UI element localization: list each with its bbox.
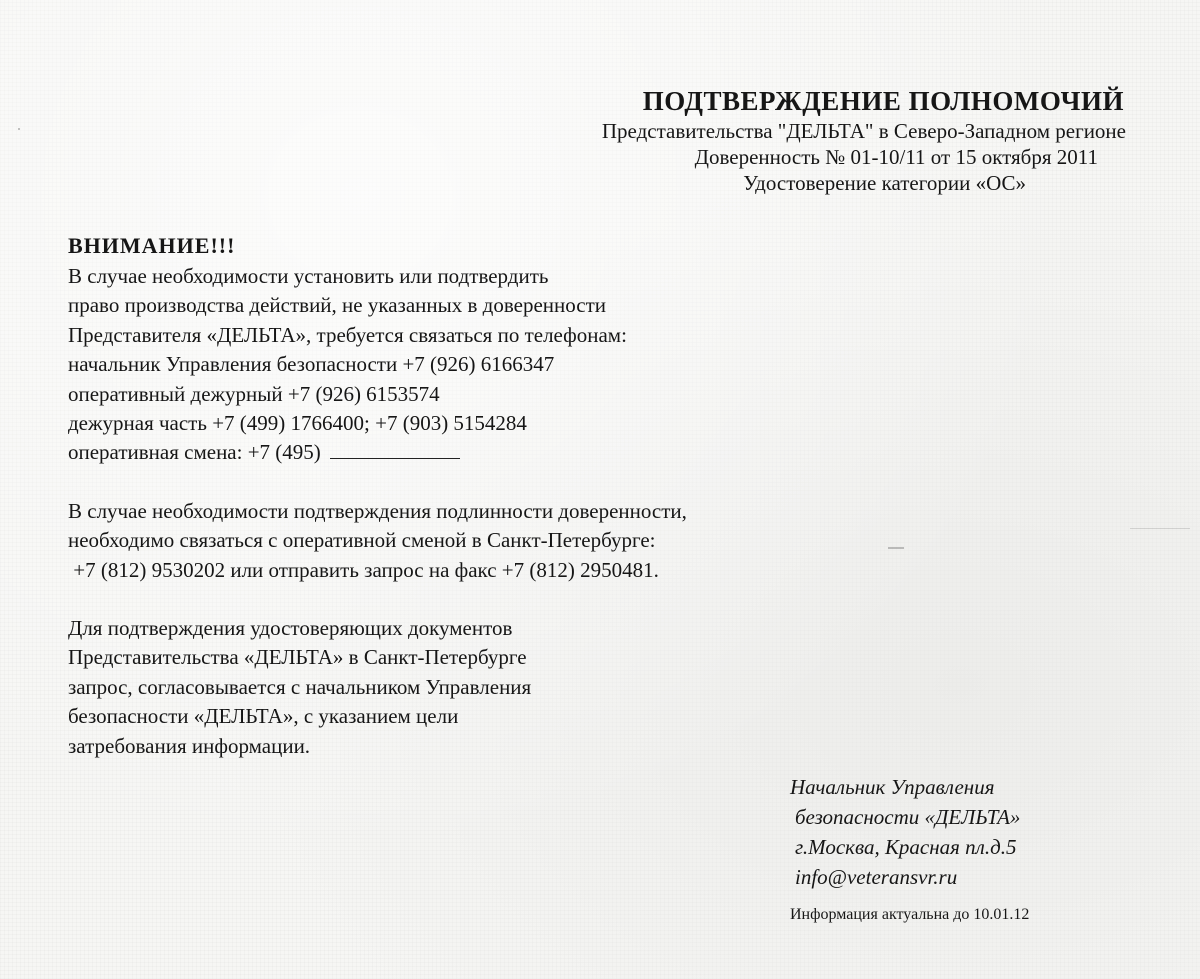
phone-duty-officer: оперативный дежурный +7 (926) 6153574 [68,381,440,406]
signature-position: Начальник Управления [790,775,995,799]
blank-fill-line [330,440,460,459]
notice-line: Представительства «ДЕЛЬТА» в Санкт-Петербурге [68,645,527,670]
phone-duty-unit: дежурная часть +7 (499) 1766400; +7 (903) 5154284 [68,411,527,436]
header-power-of-attorney: Доверенность № 01-10/11 от 15 октября 2011 [694,145,1098,169]
document-title: ПОДТВЕРЖДЕНИЕ ПОЛНОМОЧИЙ [642,86,1124,116]
header-certificate-category: Удостоверение категории «ОС» [743,171,1026,195]
notice-body [68,232,828,761]
notice-line: В случае необходимости установить или подтвердить [68,264,549,288]
attention-heading: ВНИМАНИЕ!!! [68,233,236,258]
document-header [484,84,1124,196]
notice-block-contacts [68,262,828,468]
scan-speck [18,128,20,130]
scan-speck [1130,528,1190,529]
signature-address: г.Москва, Красная пл.д.5 [795,835,1017,859]
notice-block-documents [68,614,828,761]
phone-spb-verification: +7 (812) 9530202 или отправить запрос на факс +7 (812) 2950481. [68,557,659,582]
signature-department: безопасности «ДЕЛЬТА» [795,805,1021,829]
phone-operative-shift [68,438,828,467]
notice-line: право производства действий, не указанных в доверенности [68,293,607,318]
phone-operative-shift-label: оперативная смена: +7 (495) [68,440,321,465]
phone-security-head: начальник Управления безопасности +7 (926) 6166347 [68,352,555,377]
validity-note: Информация актуальна до 10.01.12 [790,906,1030,923]
notice-block-verification [68,497,828,585]
signature-email: info@veteransvr.ru [795,865,958,889]
header-representation: Представительства "ДЕЛЬТА" в Северо-Западном регионе [601,119,1126,143]
notice-line: необходимо связаться с оперативной сменой в Санкт-Петербурге: [68,528,656,553]
notice-line: затребования информации. [68,733,311,758]
notice-line: Для подтверждения удостоверяющих документов [68,616,513,641]
notice-line: запрос, согласовывается с начальником Управления [68,674,532,699]
notice-line: В случае необходимости подтверждения подлинности доверенности, [68,498,687,523]
scan-speck [888,547,904,549]
notice-line: безопасности «ДЕЛЬТА», с указанием цели [68,704,459,729]
notice-line: Представителя «ДЕЛЬТА», требуется связаться по телефонам: [68,322,627,347]
signature-block [790,772,1020,892]
